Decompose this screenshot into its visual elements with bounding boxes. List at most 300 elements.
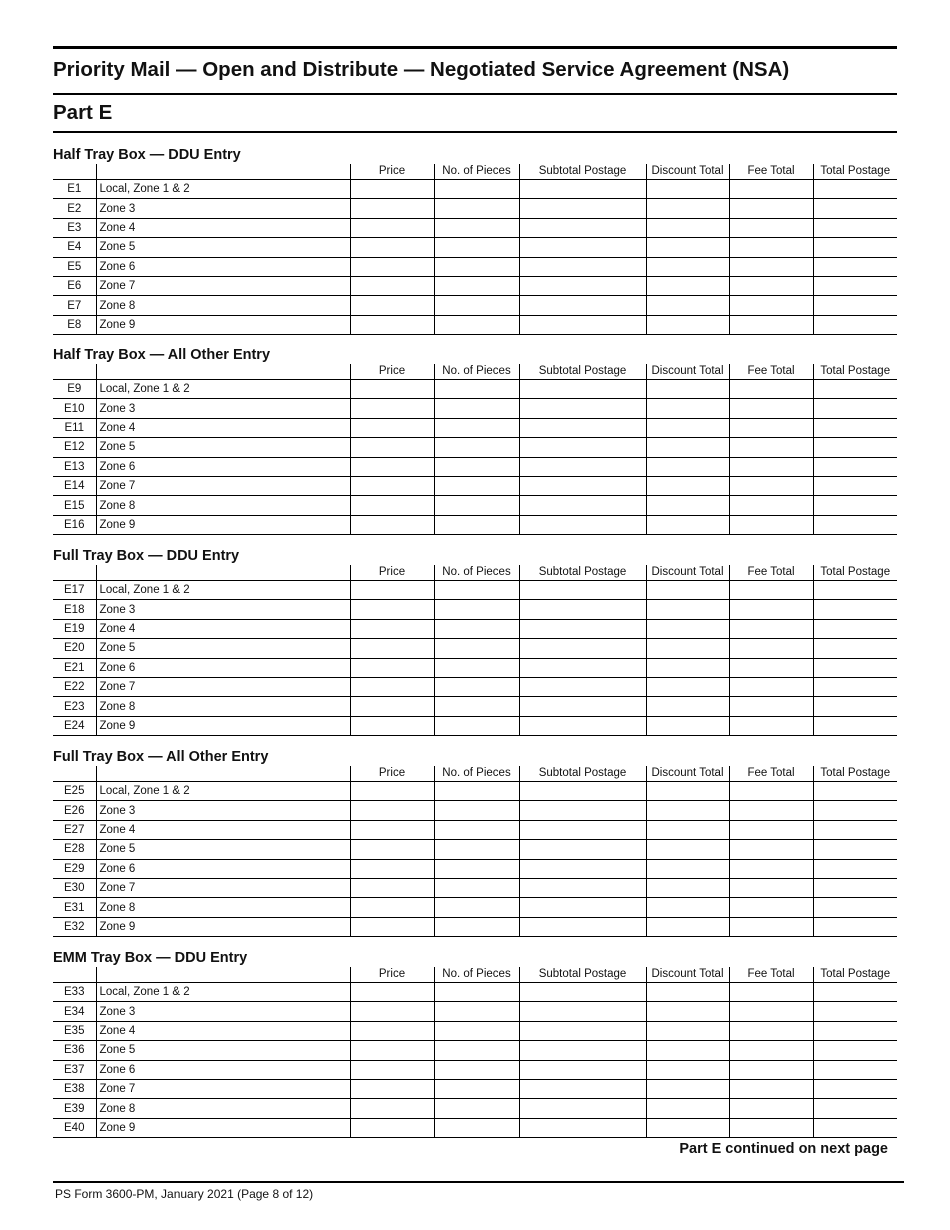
entry-cell[interactable] [519, 697, 646, 716]
entry-cell[interactable] [729, 457, 813, 476]
entry-cell[interactable] [350, 820, 434, 839]
entry-cell[interactable] [519, 619, 646, 638]
entry-cell[interactable] [646, 658, 729, 677]
entry-cell[interactable] [519, 257, 646, 276]
line-id: E18 [53, 600, 96, 619]
entry-cell[interactable] [519, 1118, 646, 1137]
entry-cell[interactable] [646, 859, 729, 878]
entry-cell[interactable] [519, 1099, 646, 1118]
entry-cell[interactable] [350, 983, 434, 1002]
entry-cell[interactable] [813, 1021, 897, 1040]
entry-cell[interactable] [813, 418, 897, 437]
entry-cell[interactable] [729, 380, 813, 399]
entry-cell[interactable] [519, 1002, 646, 1021]
entry-cell[interactable] [350, 438, 434, 457]
entry-cell[interactable] [813, 476, 897, 495]
entry-cell[interactable] [350, 898, 434, 917]
line-id: E26 [53, 801, 96, 820]
entry-cell[interactable] [350, 180, 434, 199]
entry-cell[interactable] [434, 1021, 519, 1040]
entry-cell[interactable] [813, 782, 897, 801]
entry-cell[interactable] [434, 716, 519, 735]
entry-cell[interactable] [350, 1079, 434, 1098]
entry-cell[interactable] [813, 917, 897, 936]
entry-cell[interactable] [646, 296, 729, 315]
entry-cell[interactable] [519, 898, 646, 917]
entry-cell[interactable] [434, 515, 519, 534]
entry-cell[interactable] [350, 257, 434, 276]
zone-label: Zone 7 [96, 878, 350, 897]
entry-cell[interactable] [519, 1041, 646, 1060]
table-row [53, 296, 897, 315]
entry-cell[interactable] [350, 581, 434, 600]
entry-cell[interactable] [434, 820, 519, 839]
zone-label: Zone 6 [96, 658, 350, 677]
line-id: E37 [53, 1060, 96, 1079]
entry-cell[interactable] [729, 983, 813, 1002]
entry-cell[interactable] [646, 1041, 729, 1060]
entry-cell[interactable] [646, 218, 729, 237]
entry-cell[interactable] [729, 820, 813, 839]
entry-cell[interactable] [519, 476, 646, 495]
line-id: E15 [53, 496, 96, 515]
table-row [53, 716, 897, 735]
entry-cell[interactable] [813, 859, 897, 878]
table-row [53, 496, 897, 515]
entry-cell[interactable] [519, 801, 646, 820]
zone-label: Local, Zone 1 & 2 [96, 983, 350, 1002]
entry-cell[interactable] [729, 840, 813, 859]
zone-label: Local, Zone 1 & 2 [96, 581, 350, 600]
entry-cell[interactable] [813, 716, 897, 735]
entry-cell[interactable] [350, 1060, 434, 1079]
entry-cell[interactable] [646, 438, 729, 457]
entry-cell[interactable] [813, 380, 897, 399]
entry-cell[interactable] [434, 238, 519, 257]
entry-cell[interactable] [519, 581, 646, 600]
entry-cell[interactable] [729, 716, 813, 735]
entry-cell[interactable] [646, 476, 729, 495]
entry-cell[interactable] [519, 600, 646, 619]
entry-cell[interactable] [434, 840, 519, 859]
entry-cell[interactable] [729, 315, 813, 334]
line-id: E29 [53, 859, 96, 878]
entry-cell[interactable] [350, 600, 434, 619]
table-row [53, 418, 897, 437]
entry-cell[interactable] [813, 697, 897, 716]
entry-cell[interactable] [646, 238, 729, 257]
header-blank [96, 565, 350, 581]
entry-cell[interactable] [350, 1021, 434, 1040]
entry-cell[interactable] [729, 218, 813, 237]
zone-label: Local, Zone 1 & 2 [96, 380, 350, 399]
entry-cell[interactable] [519, 380, 646, 399]
entry-cell[interactable] [434, 801, 519, 820]
entry-cell[interactable] [434, 315, 519, 334]
entry-cell[interactable] [729, 438, 813, 457]
line-id: E25 [53, 782, 96, 801]
entry-cell[interactable] [729, 639, 813, 658]
entry-cell[interactable] [519, 1060, 646, 1079]
entry-cell[interactable] [519, 782, 646, 801]
entry-cell[interactable] [729, 399, 813, 418]
entry-cell[interactable] [729, 801, 813, 820]
entry-cell[interactable] [434, 218, 519, 237]
entry-cell[interactable] [519, 820, 646, 839]
zone-label: Zone 5 [96, 639, 350, 658]
entry-cell[interactable] [350, 716, 434, 735]
entry-cell[interactable] [434, 476, 519, 495]
entry-cell[interactable] [813, 983, 897, 1002]
entry-cell[interactable] [729, 677, 813, 696]
entry-cell[interactable] [813, 180, 897, 199]
entry-cell[interactable] [434, 859, 519, 878]
entry-cell[interactable] [729, 1060, 813, 1079]
zone-label: Zone 3 [96, 1002, 350, 1021]
table-row [53, 199, 897, 218]
entry-cell[interactable] [729, 917, 813, 936]
entry-cell[interactable] [350, 380, 434, 399]
entry-cell[interactable] [729, 418, 813, 437]
entry-cell[interactable] [434, 1041, 519, 1060]
rate-section [53, 949, 897, 1138]
entry-cell[interactable] [519, 677, 646, 696]
entry-cell[interactable] [350, 639, 434, 658]
entry-cell[interactable] [350, 619, 434, 638]
entry-cell[interactable] [434, 257, 519, 276]
entry-cell[interactable] [729, 600, 813, 619]
entry-cell[interactable] [646, 418, 729, 437]
table-row [53, 983, 897, 1002]
entry-cell[interactable] [434, 399, 519, 418]
entry-cell[interactable] [519, 276, 646, 295]
entry-cell[interactable] [813, 515, 897, 534]
line-id: E8 [53, 315, 96, 334]
entry-cell[interactable] [434, 658, 519, 677]
entry-cell[interactable] [646, 983, 729, 1002]
entry-cell[interactable] [813, 1099, 897, 1118]
entry-cell[interactable] [729, 697, 813, 716]
entry-cell[interactable] [646, 820, 729, 839]
entry-cell[interactable] [646, 716, 729, 735]
table-row [53, 917, 897, 936]
entry-cell[interactable] [350, 840, 434, 859]
entry-cell[interactable] [729, 859, 813, 878]
entry-cell[interactable] [350, 496, 434, 515]
entry-cell[interactable] [813, 457, 897, 476]
entry-cell[interactable] [729, 238, 813, 257]
table-row [53, 180, 897, 199]
section-title: EMM Tray Box — DDU Entry [53, 950, 248, 966]
table-row [53, 1079, 897, 1098]
entry-cell[interactable] [646, 276, 729, 295]
entry-cell[interactable] [729, 1021, 813, 1040]
table-row [53, 619, 897, 638]
entry-cell[interactable] [519, 639, 646, 658]
entry-cell[interactable] [646, 581, 729, 600]
entry-cell[interactable] [646, 1099, 729, 1118]
entry-cell[interactable] [350, 1099, 434, 1118]
entry-cell[interactable] [519, 315, 646, 334]
entry-cell[interactable] [646, 917, 729, 936]
table-row [53, 438, 897, 457]
entry-cell[interactable] [350, 1118, 434, 1137]
column-header: Price [350, 364, 434, 380]
entry-cell[interactable] [350, 515, 434, 534]
entry-cell[interactable] [646, 1002, 729, 1021]
entry-cell[interactable] [519, 238, 646, 257]
entry-cell[interactable] [646, 840, 729, 859]
zone-label: Zone 9 [96, 515, 350, 534]
entry-cell[interactable] [813, 399, 897, 418]
entry-cell[interactable] [729, 581, 813, 600]
entry-cell[interactable] [434, 600, 519, 619]
continued-note: Part E continued on next page [679, 1141, 888, 1157]
entry-cell[interactable] [350, 658, 434, 677]
entry-cell[interactable] [434, 438, 519, 457]
entry-cell[interactable] [519, 296, 646, 315]
entry-cell[interactable] [434, 180, 519, 199]
entry-cell[interactable] [646, 399, 729, 418]
table-row [53, 677, 897, 696]
entry-cell[interactable] [813, 639, 897, 658]
line-id: E11 [53, 418, 96, 437]
line-id: E34 [53, 1002, 96, 1021]
entry-cell[interactable] [434, 199, 519, 218]
entry-cell[interactable] [434, 639, 519, 658]
entry-cell[interactable] [519, 658, 646, 677]
entry-cell[interactable] [646, 199, 729, 218]
zone-label: Zone 8 [96, 296, 350, 315]
entry-cell[interactable] [646, 1118, 729, 1137]
entry-cell[interactable] [729, 782, 813, 801]
entry-cell[interactable] [350, 418, 434, 437]
zone-label: Zone 3 [96, 199, 350, 218]
entry-cell[interactable] [519, 878, 646, 897]
entry-cell[interactable] [646, 697, 729, 716]
entry-cell[interactable] [434, 619, 519, 638]
entry-cell[interactable] [434, 380, 519, 399]
entry-cell[interactable] [646, 457, 729, 476]
rate-section [53, 146, 897, 335]
column-header: Price [350, 164, 434, 180]
entry-cell[interactable] [813, 619, 897, 638]
entry-cell[interactable] [434, 1002, 519, 1021]
entry-cell[interactable] [729, 1041, 813, 1060]
table-row [53, 840, 897, 859]
line-id: E39 [53, 1099, 96, 1118]
entry-cell[interactable] [434, 1099, 519, 1118]
rate-section [53, 346, 897, 535]
zone-label: Zone 7 [96, 1079, 350, 1098]
table-row [53, 782, 897, 801]
entry-cell[interactable] [729, 878, 813, 897]
entry-cell[interactable] [646, 1021, 729, 1040]
entry-cell[interactable] [646, 180, 729, 199]
section-title: Full Tray Box — DDU Entry [53, 548, 240, 564]
entry-cell[interactable] [434, 782, 519, 801]
entry-cell[interactable] [813, 820, 897, 839]
entry-cell[interactable] [729, 898, 813, 917]
entry-cell[interactable] [729, 276, 813, 295]
entry-cell[interactable] [646, 315, 729, 334]
entry-cell[interactable] [434, 1079, 519, 1098]
entry-cell[interactable] [350, 238, 434, 257]
entry-cell[interactable] [729, 1079, 813, 1098]
entry-cell[interactable] [646, 380, 729, 399]
entry-cell[interactable] [434, 418, 519, 437]
entry-cell[interactable] [813, 257, 897, 276]
entry-cell[interactable] [434, 983, 519, 1002]
entry-cell[interactable] [729, 199, 813, 218]
entry-cell[interactable] [434, 1060, 519, 1079]
entry-cell[interactable] [813, 898, 897, 917]
entry-cell[interactable] [350, 697, 434, 716]
entry-cell[interactable] [350, 315, 434, 334]
zone-label: Zone 9 [96, 716, 350, 735]
zone-label: Zone 8 [96, 496, 350, 515]
entry-cell[interactable] [813, 238, 897, 257]
entry-cell[interactable] [519, 1021, 646, 1040]
entry-cell[interactable] [434, 677, 519, 696]
table-row [53, 1060, 897, 1079]
zone-label: Zone 8 [96, 1099, 350, 1118]
entry-cell[interactable] [729, 296, 813, 315]
entry-cell[interactable] [350, 218, 434, 237]
entry-cell[interactable] [519, 418, 646, 437]
entry-cell[interactable] [350, 457, 434, 476]
entry-cell[interactable] [813, 1118, 897, 1137]
entry-cell[interactable] [434, 276, 519, 295]
entry-cell[interactable] [646, 639, 729, 658]
entry-cell[interactable] [646, 1079, 729, 1098]
zone-label: Zone 3 [96, 801, 350, 820]
entry-cell[interactable] [813, 600, 897, 619]
entry-cell[interactable] [813, 1041, 897, 1060]
entry-cell[interactable] [646, 515, 729, 534]
column-header: No. of Pieces [434, 565, 519, 581]
entry-cell[interactable] [813, 1002, 897, 1021]
column-header: Subtotal Postage [519, 364, 646, 380]
entry-cell[interactable] [813, 496, 897, 515]
entry-cell[interactable] [350, 782, 434, 801]
entry-cell[interactable] [434, 296, 519, 315]
entry-cell[interactable] [519, 496, 646, 515]
entry-cell[interactable] [646, 898, 729, 917]
entry-cell[interactable] [434, 697, 519, 716]
entry-cell[interactable] [646, 782, 729, 801]
entry-cell[interactable] [350, 276, 434, 295]
entry-cell[interactable] [813, 581, 897, 600]
entry-cell[interactable] [350, 917, 434, 936]
entry-cell[interactable] [729, 496, 813, 515]
entry-cell[interactable] [813, 315, 897, 334]
entry-cell[interactable] [646, 619, 729, 638]
entry-cell[interactable] [813, 878, 897, 897]
entry-cell[interactable] [729, 180, 813, 199]
entry-cell[interactable] [519, 515, 646, 534]
entry-cell[interactable] [813, 840, 897, 859]
entry-cell[interactable] [519, 917, 646, 936]
entry-cell[interactable] [519, 399, 646, 418]
entry-cell[interactable] [350, 859, 434, 878]
line-id: E36 [53, 1041, 96, 1060]
entry-cell[interactable] [434, 898, 519, 917]
entry-cell[interactable] [519, 1079, 646, 1098]
entry-cell[interactable] [350, 199, 434, 218]
entry-cell[interactable] [646, 600, 729, 619]
entry-cell[interactable] [519, 859, 646, 878]
entry-cell[interactable] [434, 581, 519, 600]
entry-cell[interactable] [519, 199, 646, 218]
entry-cell[interactable] [519, 716, 646, 735]
rate-table [53, 364, 897, 535]
entry-cell[interactable] [646, 257, 729, 276]
rate-table [53, 967, 897, 1138]
entry-cell[interactable] [350, 1041, 434, 1060]
entry-cell[interactable] [350, 476, 434, 495]
entry-cell[interactable] [729, 1002, 813, 1021]
entry-cell[interactable] [519, 438, 646, 457]
entry-cell[interactable] [350, 296, 434, 315]
entry-cell[interactable] [813, 276, 897, 295]
entry-cell[interactable] [729, 515, 813, 534]
entry-cell[interactable] [519, 218, 646, 237]
entry-cell[interactable] [646, 1060, 729, 1079]
entry-cell[interactable] [813, 1079, 897, 1098]
entry-cell[interactable] [813, 296, 897, 315]
entry-cell[interactable] [813, 677, 897, 696]
entry-cell[interactable] [729, 658, 813, 677]
entry-cell[interactable] [729, 1099, 813, 1118]
entry-cell[interactable] [350, 801, 434, 820]
entry-cell[interactable] [729, 1118, 813, 1137]
column-header: Price [350, 565, 434, 581]
entry-cell[interactable] [646, 496, 729, 515]
header-blank [53, 967, 96, 983]
entry-cell[interactable] [350, 399, 434, 418]
entry-cell[interactable] [813, 438, 897, 457]
entry-cell[interactable] [813, 218, 897, 237]
entry-cell[interactable] [350, 677, 434, 696]
entry-cell[interactable] [646, 801, 729, 820]
entry-cell[interactable] [434, 496, 519, 515]
entry-cell[interactable] [350, 1002, 434, 1021]
entry-cell[interactable] [519, 457, 646, 476]
entry-cell[interactable] [646, 878, 729, 897]
entry-cell[interactable] [813, 658, 897, 677]
entry-cell[interactable] [729, 257, 813, 276]
entry-cell[interactable] [434, 457, 519, 476]
zone-label: Local, Zone 1 & 2 [96, 782, 350, 801]
entry-cell[interactable] [519, 180, 646, 199]
column-header: Fee Total [729, 967, 813, 983]
form-footer: PS Form 3600-PM, January 2021 (Page 8 of 12) [55, 1187, 314, 1201]
entry-cell[interactable] [519, 840, 646, 859]
entry-cell[interactable] [813, 801, 897, 820]
entry-cell[interactable] [434, 917, 519, 936]
top-rule [53, 46, 897, 49]
entry-cell[interactable] [813, 1060, 897, 1079]
entry-cell[interactable] [813, 199, 897, 218]
entry-cell[interactable] [519, 983, 646, 1002]
entry-cell[interactable] [729, 619, 813, 638]
entry-cell[interactable] [434, 878, 519, 897]
entry-cell[interactable] [434, 1118, 519, 1137]
entry-cell[interactable] [729, 476, 813, 495]
entry-cell[interactable] [350, 878, 434, 897]
entry-cell[interactable] [646, 677, 729, 696]
